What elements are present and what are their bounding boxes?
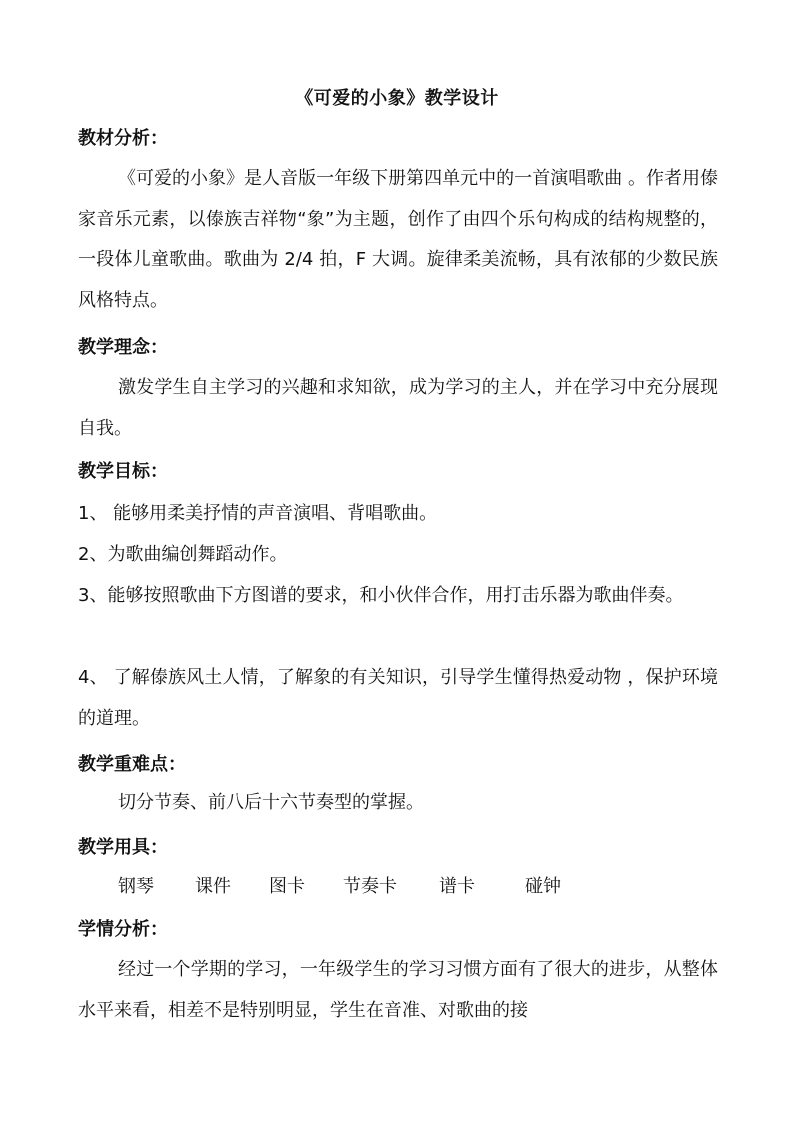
paragraph-teaching-concept: 激发学生自主学习的兴趣和求知欲，成为学习的主人，并在学习中充分展现自我。 — [78, 377, 718, 439]
tool-item-courseware: 课件 — [195, 876, 231, 897]
heading-teaching-goals: 教学目标： — [78, 461, 168, 482]
tool-item-score-cards: 谱卡 — [439, 876, 475, 897]
heading-material-analysis: 教材分析： — [78, 128, 168, 149]
heading-key-difficulties: 教学重难点： — [78, 754, 186, 775]
goal-item-4: 4、 了解傣族风土人情，了解象的有关知识，引导学生懂得热爱动物 ，保护环境的道理。 — [78, 667, 718, 729]
paragraph-key-difficulties: 切分节奏、前八后十六节奏型的掌握。 — [118, 792, 424, 813]
heading-teaching-concept: 教学理念： — [78, 337, 168, 358]
document-title: 《可爱的小象》教学设计 — [295, 88, 499, 109]
tool-item-picture-cards: 图卡 — [269, 876, 305, 897]
goal-item-3: 3、能够按照歌曲下方图谱的要求，和小伙伴合作，用打击乐器为歌曲伴奏。 — [78, 585, 684, 606]
tool-item-bell: 碰钟 — [525, 876, 561, 897]
goal-item-1: 1、 能够用柔美抒情的声音演唱、背唱歌曲。 — [78, 503, 438, 524]
tool-item-piano: 钢琴 — [118, 876, 154, 897]
heading-teaching-tools: 教学用具： — [78, 837, 168, 858]
tool-item-rhythm-cards: 节奏卡 — [343, 876, 397, 897]
goal-item-2: 2、为歌曲编创舞蹈动作。 — [78, 544, 288, 565]
paragraph-material-analysis: 《可爱的小象》是人音版一年级下册第四单元中的一首演唱歌曲 。作者用傣家音乐元素，以傣族吉祥物“象”为主题，创作了由四个乐句构成的结构规整的，一段体儿童歌曲。歌曲为 2/4 拍，F 大调。旋律柔美流畅，具有浓郁的少数民族风格特点。 — [78, 168, 718, 311]
paragraph-student-analysis: 经过一个学期的学习，一年级学生的学习习惯方面有了很大的进步，从整体水平来看，相差不是特别明显，学生在音准、对歌曲的接 — [78, 959, 718, 1021]
heading-student-analysis: 学情分析： — [78, 919, 168, 940]
